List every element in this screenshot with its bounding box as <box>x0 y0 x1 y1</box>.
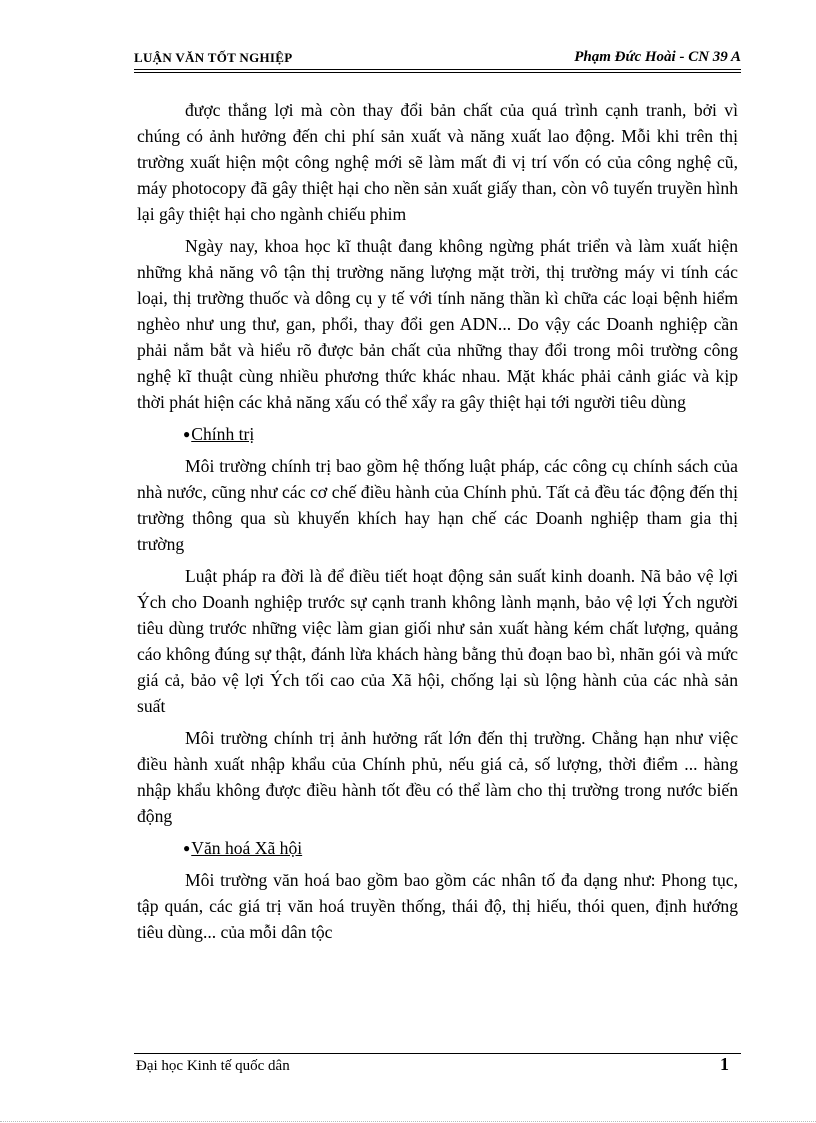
page-header <box>134 50 741 70</box>
paragraph-culture-1: Môi trường văn hoá bao gồm bao gồm các nhân tố đa dạng như: Phong tục, tập quán, các giá trị văn hoá truyền thống, thái độ, thị hiếu, thói quen, định hướng tiêu dùng... của mỗi dân tộc <box>137 870 738 942</box>
bullet-icon: ● <box>183 427 191 441</box>
paragraph-politics-3: Môi trường chính trị ảnh hưởng rất lớn đến thị trường. Chẳng hạn như việc điều hành xuất nhập khẩu của Chính phủ, nếu giá cả, số lượng, thời điểm ... hàng nhập khẩu không được điều hành tốt đều có thể làm cho thị trường trong nước biến động <box>137 728 738 826</box>
page-bottom-border <box>0 1121 816 1122</box>
section-heading-politics <box>183 421 738 447</box>
section-heading-culture-label: Văn hoá Xã hội <box>191 838 303 858</box>
footer-divider <box>134 1053 741 1054</box>
paragraph-technology-1: được thắng lợi mà còn thay đổi bản chất của quá trình cạnh tranh, bởi vì chúng có ảnh hưởng đến chi phí sản xuất và năng xuất lao động. Mỗi khi trên thị trường xuất hiện một công nghệ mới sẽ làm mất đi vị trí vốn có của công nghệ cũ, máy photocopy đã gây thiệt hại cho nền sản xuất giấy than, còn vô tuyến truyền hình lại gây thiệt hại cho ngành chiếu phim <box>137 100 738 224</box>
section-heading-politics-label: Chính trị <box>191 424 255 444</box>
paragraph-politics-1: Môi trường chính trị bao gồm hệ thống luật pháp, các công cụ chính sách của nhà nước, cũng như các cơ chế điều hành của Chính phủ. Tất cả đều tác động đến thị trường thông qua sù khuyến khích hay hạn chế các Doanh nghiệp tham gia thị trường <box>137 456 738 554</box>
section-heading-culture <box>183 835 738 861</box>
header-divider <box>134 69 741 73</box>
document-body <box>137 97 738 951</box>
header-thesis-title: LUẬN VĂN TỐT NGHIỆP <box>134 50 293 65</box>
bullet-icon: ● <box>183 841 191 855</box>
footer-university: Đại học Kinh tế quốc dân <box>136 1058 290 1074</box>
page-number: 1 <box>720 1054 729 1074</box>
paragraph-politics-2: Luật pháp ra đời là để điều tiết hoạt động sản suất kinh doanh. Nã bảo vệ lợi Ých cho Doanh nghiệp trước sự cạnh tranh không lành mạnh, bảo vệ lợi Ých người tiêu dùng trước những việc làm gian giối như sản xuất hàng kém chất lượng, quảng cáo không đúng sự thật, đánh lừa khách hàng bằng thủ đoạn bao bì, nhãn gói và mức giá cả, bảo vệ lợi Ých tối cao của Xã hội, chống lại sù lộng hành của các nhà sản suất <box>137 566 738 716</box>
header-author: Phạm Đức Hoài - CN 39 A <box>574 49 741 65</box>
paragraph-technology-2: Ngày nay, khoa học kĩ thuật đang không ngừng phát triển và làm xuất hiện những khả năng vô tận thị trường năng lượng mặt trời, thị trường máy vi tính các loại, thị trường thuốc và dông cụ y tế với tính năng thần kì chữa các loại bệnh hiểm nghèo như ung thư, gan, phổi, thay đổi gen ADN... Do vậy các Doanh nghiệp cần phải nắm bắt và hiểu rõ được bản chất của những thay đổi trong môi trường công nghệ kĩ thuật cùng nhiều phương thức khác nhau. Mặt khác phải cảnh giác và kịp thời phát hiện các khả năng xấu có thể xẩy ra gây thiệt hại tới người tiêu dùng <box>137 236 738 412</box>
